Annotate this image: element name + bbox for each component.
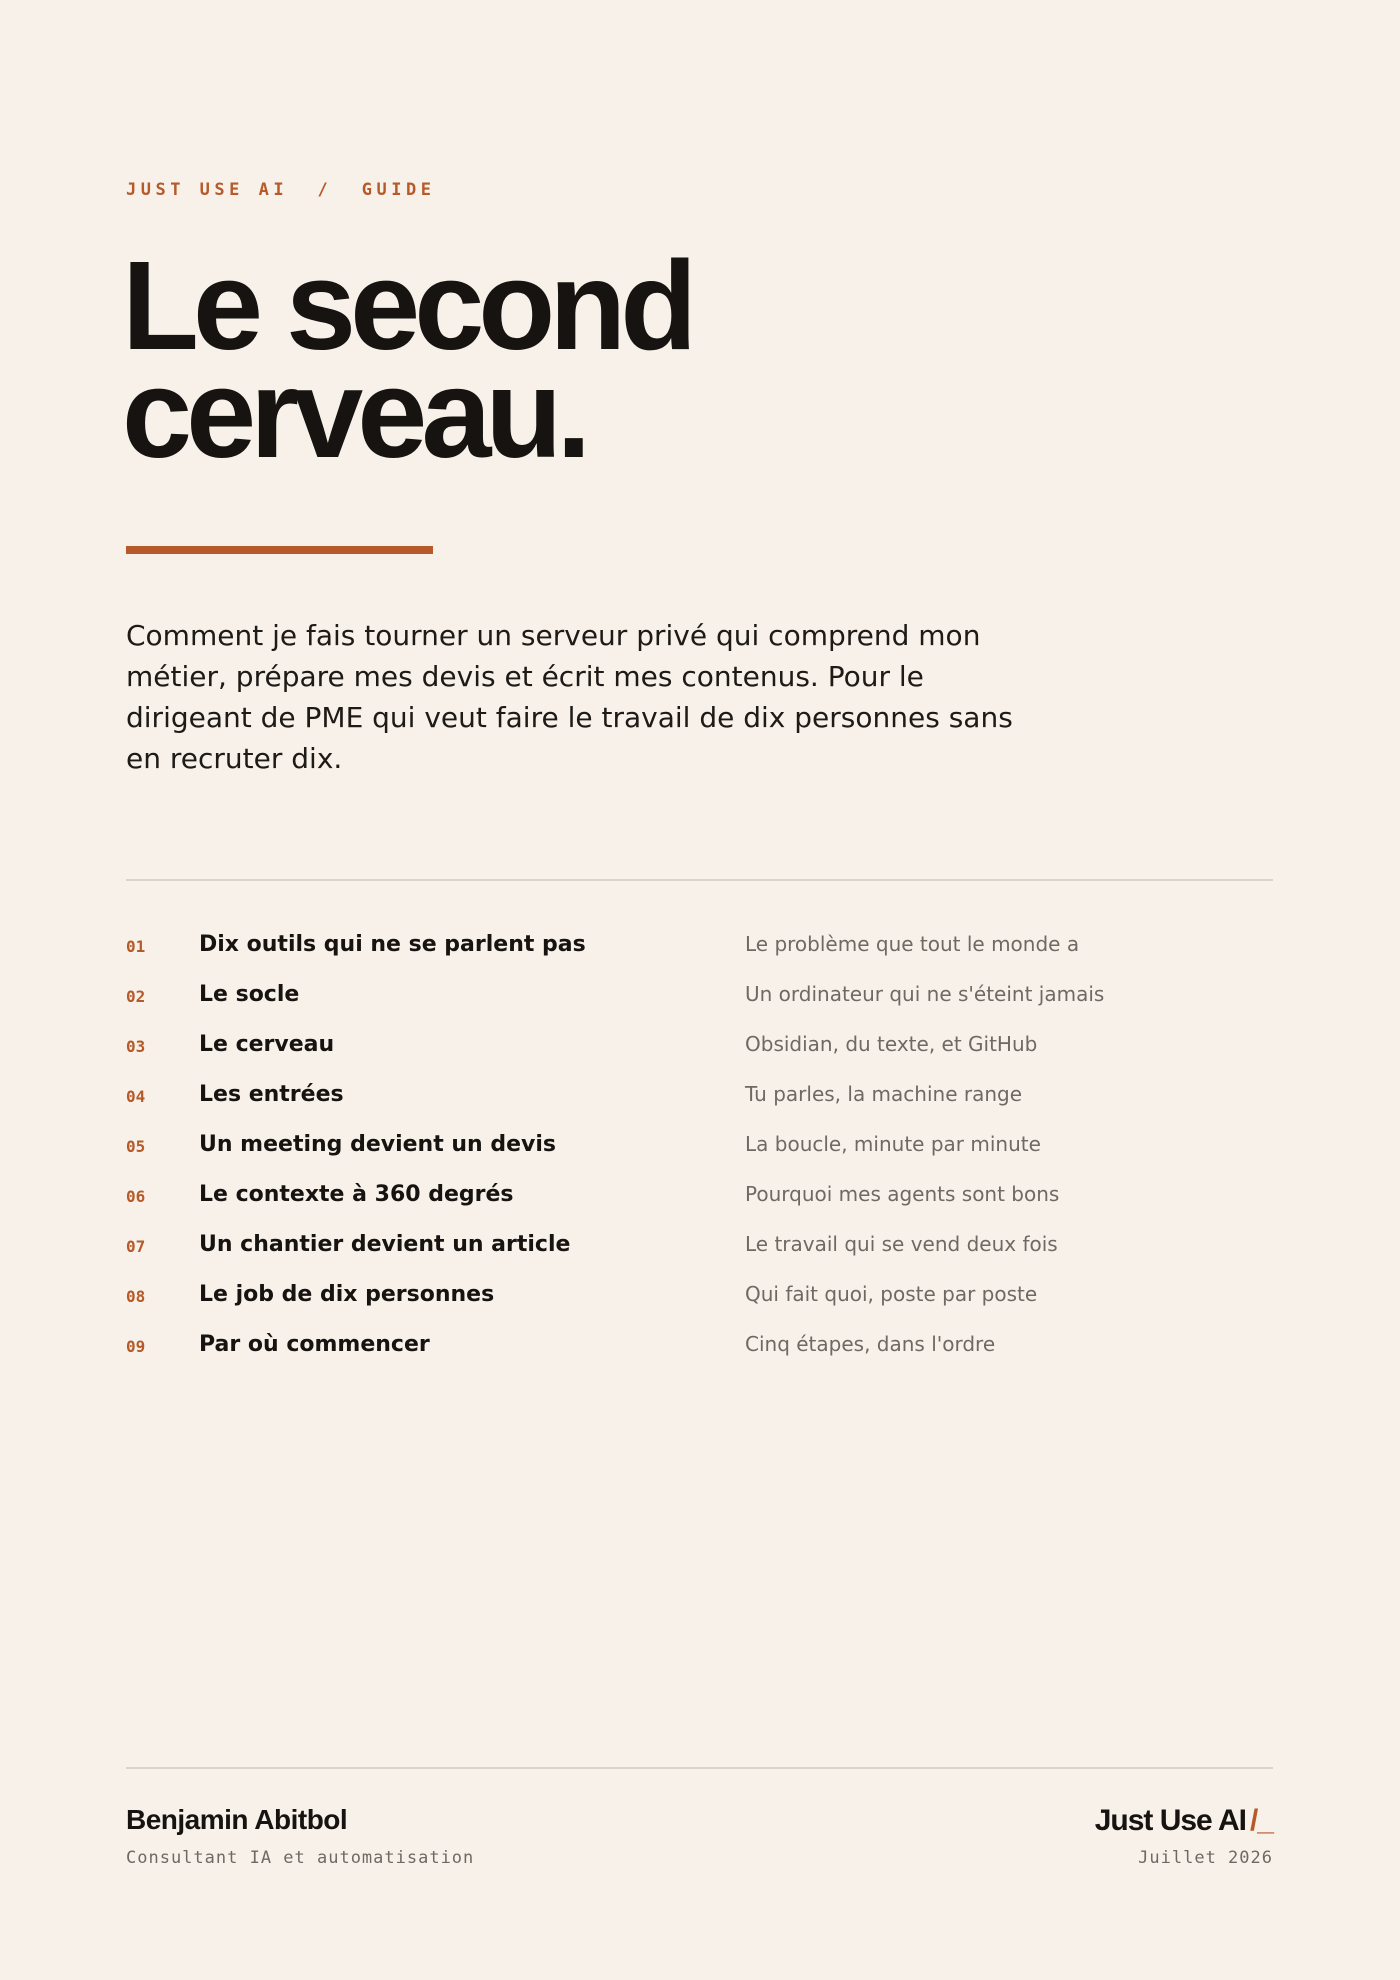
eyebrow-label: JUST USE AI / GUIDE	[126, 180, 436, 200]
toc-description: Un ordinateur qui ne s'éteint jamais	[745, 982, 1105, 1006]
toc-title: Le socle	[199, 982, 300, 1007]
toc-item-04[interactable]	[126, 1075, 1273, 1125]
toc-item-01[interactable]	[126, 925, 1273, 975]
toc-title: Le contexte à 360 degrés	[199, 1182, 514, 1207]
brand-block	[1095, 1804, 1273, 1868]
author-name: Benjamin Abitbol	[126, 1804, 348, 1835]
brand-name: Just Use AI	[1094, 1804, 1246, 1837]
section-divider-top	[126, 879, 1273, 881]
table-of-contents	[126, 925, 1273, 1375]
toc-number: 05	[126, 1137, 146, 1156]
toc-description: Cinq étapes, dans l'ordre	[745, 1332, 996, 1356]
toc-title: Un meeting devient un devis	[199, 1132, 557, 1157]
toc-description: Tu parles, la machine range	[745, 1082, 1023, 1106]
toc-title: Par où commencer	[199, 1332, 430, 1357]
guide-cover	[122, 0, 1273, 1980]
toc-item-03[interactable]	[126, 1025, 1273, 1075]
toc-number: 03	[126, 1037, 146, 1056]
toc-number: 04	[126, 1087, 146, 1106]
title-line-1: Le second	[122, 235, 692, 376]
toc-number: 06	[126, 1187, 146, 1206]
toc-number: 08	[126, 1287, 146, 1306]
brand-logo	[1095, 1804, 1273, 1838]
toc-number: 07	[126, 1237, 146, 1256]
toc-item-08[interactable]	[126, 1275, 1273, 1325]
toc-number: 09	[126, 1337, 146, 1356]
author-block	[126, 1804, 474, 1868]
accent-divider	[126, 546, 433, 554]
brand-mark-icon: /_	[1249, 1804, 1273, 1837]
author-role: Consultant IA et automatisation	[126, 1848, 475, 1868]
page-title	[122, 235, 692, 484]
toc-description: Qui fait quoi, poste par poste	[745, 1282, 1038, 1306]
toc-description: Pourquoi mes agents sont bons	[745, 1182, 1060, 1206]
toc-title: Dix outils qui ne se parlent pas	[199, 932, 586, 957]
toc-description: Le problème que tout le monde a	[745, 932, 1080, 956]
toc-item-02[interactable]	[126, 975, 1273, 1025]
toc-title: Le job de dix personnes	[199, 1282, 495, 1307]
toc-title: Un chantier devient un article	[199, 1232, 571, 1257]
toc-description: Le travail qui se vend deux fois	[745, 1232, 1058, 1256]
title-line-2: cerveau.	[122, 343, 586, 484]
section-divider-bottom	[126, 1767, 1273, 1769]
toc-item-09[interactable]	[126, 1325, 1273, 1375]
toc-title: Le cerveau	[199, 1032, 335, 1057]
toc-description: La boucle, minute par minute	[745, 1132, 1041, 1156]
toc-item-05[interactable]	[126, 1125, 1273, 1175]
toc-item-07[interactable]	[126, 1225, 1273, 1275]
toc-title: Les entrées	[199, 1082, 344, 1107]
toc-number: 01	[126, 937, 146, 956]
lede-paragraph: Comment je fais tourner un serveur privé qui comprend mon métier, prépare mes devis et écrit mes contenus. Pour le dirigeant de PME qui veut faire le travail de dix personnes sans en recruter dix.	[126, 619, 1013, 775]
toc-description: Obsidian, du texte, et GitHub	[745, 1032, 1038, 1056]
toc-item-06[interactable]	[126, 1175, 1273, 1225]
publication-date: Juillet 2026	[1138, 1848, 1273, 1868]
toc-number: 02	[126, 987, 146, 1006]
